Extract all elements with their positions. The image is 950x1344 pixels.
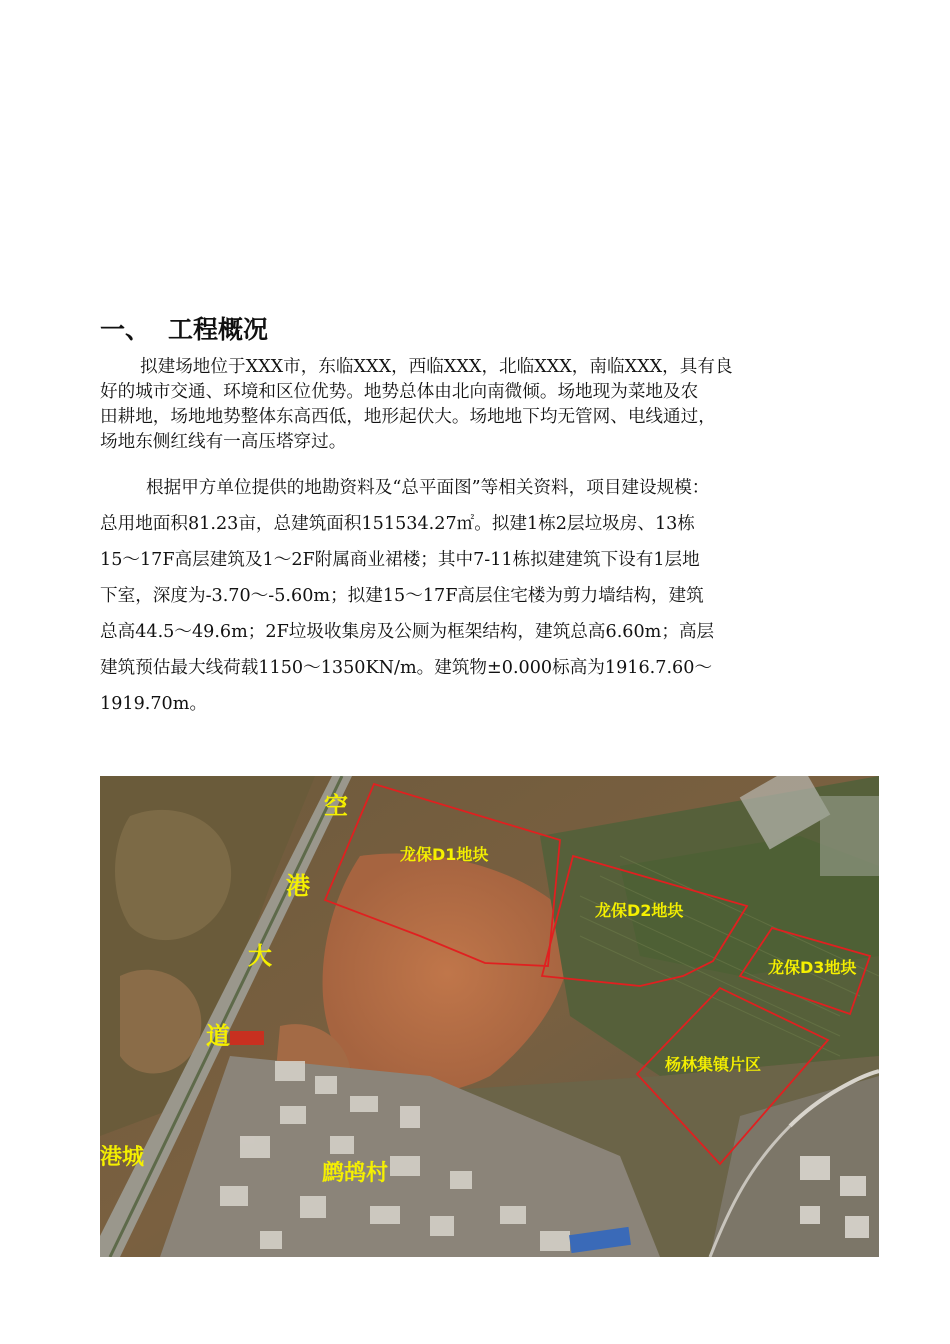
paragraph-line: 场地东侧红线有一高压塔穿过。 (100, 432, 347, 452)
paragraph-line: 建筑预估最大线荷载1150～1350KN/m。建筑物±0.000标高为1916.7.60～ (100, 658, 713, 678)
parcel-d2-label: 龙保D2地块 (595, 901, 684, 920)
paragraph-line: 下室，深度为-3.70～-5.60m；拟建15～17F高层住宅楼为剪力墙结构，建筑 (100, 586, 704, 606)
paragraph-line: 拟建场地位于XXX市，东临XXX，西临XXX，北临XXX，南临XXX，具有良 (140, 357, 733, 377)
paragraph-line: 15～17F高层建筑及1～2F附属商业裙楼；其中7-11栋拟建建筑下设有1层地 (100, 550, 700, 570)
road-label-char: 大 (248, 942, 272, 970)
paragraph-line: 田耕地，场地地势整体东高西低，地形起伏大。场地地下均无管网、电线通过， (100, 407, 716, 427)
village-label: 鹧鸪村 (322, 1161, 389, 1186)
road-label-char: 港 (286, 872, 310, 900)
section-heading (100, 308, 500, 348)
site-map-graphic (100, 776, 879, 1257)
red-roof (230, 1031, 264, 1045)
parcel-yanglin-label: 杨林集镇片区 (665, 1055, 762, 1074)
parcel-d3-label: 龙保D3地块 (768, 958, 857, 977)
road-label-char: 空 (324, 792, 348, 820)
satellite-site-map (100, 776, 879, 1257)
paragraph-site-location (100, 355, 880, 455)
paragraph-line: 总用地面积81.23亩，总建筑面积151534.27㎡。拟建1栋2层垃圾房、13栋 (100, 514, 695, 534)
section-title: 工程概况 (168, 315, 269, 344)
gangcheng-label: 港城 (100, 1145, 145, 1170)
paragraph-line: 总高44.5～49.6m；2F垃圾收集房及公厕为框架结构，建筑总高6.60m；高层 (100, 622, 715, 642)
greenhouses (820, 796, 879, 876)
paragraph-project-scale (100, 470, 880, 722)
paragraph-line: 1919.70m。 (100, 694, 208, 714)
paragraph-line: 好的城市交通、环境和区位优势。地势总体由北向南微倾。场地现为菜地及农 (100, 382, 699, 402)
section-number: 一、 (100, 315, 151, 344)
parcel-d1-label: 龙保D1地块 (400, 845, 489, 864)
paragraph-line: 根据甲方单位提供的地勘资料及“总平面图”等相关资料，项目建设规模： (146, 478, 710, 498)
road-label-char: 道 (206, 1022, 230, 1050)
